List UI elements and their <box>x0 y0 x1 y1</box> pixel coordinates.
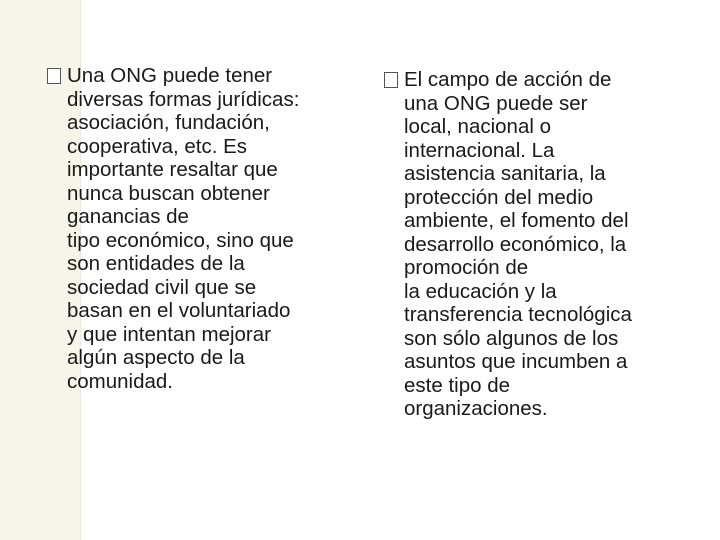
text-line: nunca buscan obtener <box>67 181 270 205</box>
text-line: importante resaltar que <box>67 158 278 181</box>
text-line: asociación, fundación, <box>67 111 270 134</box>
text-line: Una ONG puede tener <box>67 64 273 87</box>
text-line: la educación y la <box>404 279 557 303</box>
text-line: desarrollo económico, la <box>404 232 627 256</box>
text-line: algún aspecto de la <box>67 346 245 369</box>
right-paragraph <box>404 68 684 421</box>
text-line: transferencia tecnológica <box>404 303 632 326</box>
text-line: basan en el voluntariado <box>67 299 291 322</box>
text-line: son entidades de la <box>67 252 245 275</box>
right-text-column <box>384 68 684 421</box>
text-line: son sólo algunos de los <box>404 326 619 350</box>
text-line: ganancias de <box>67 205 189 228</box>
text-line: internacional. La <box>404 138 555 162</box>
bullet-box-icon <box>47 68 61 84</box>
text-line: asistencia sanitaria, la <box>404 162 606 185</box>
text-line: El campo de acción de <box>404 68 612 91</box>
left-text-column <box>47 64 347 393</box>
text-line: ambiente, el fomento del <box>404 209 629 232</box>
right-bullet-item <box>384 68 684 421</box>
bullet-box-icon <box>384 72 398 88</box>
text-line: y que intentan mejorar <box>67 322 271 346</box>
text-line: tipo económico, sino que <box>67 228 294 252</box>
text-line: organizaciones. <box>404 397 548 420</box>
text-line: una ONG puede ser <box>404 91 588 115</box>
text-line: comunidad. <box>67 369 173 393</box>
left-paragraph <box>67 64 347 393</box>
left-bullet-item <box>47 64 347 393</box>
text-line: sociedad civil que se <box>67 275 257 299</box>
text-line: cooperativa, etc. Es <box>67 134 248 158</box>
text-line: este tipo de <box>404 373 510 397</box>
text-line: promoción de <box>404 256 529 279</box>
text-line: diversas formas jurídicas: <box>67 87 300 111</box>
text-line: asuntos que incumben a <box>404 350 628 373</box>
text-line: protección del medio <box>404 185 594 209</box>
text-line: local, nacional o <box>404 115 552 138</box>
